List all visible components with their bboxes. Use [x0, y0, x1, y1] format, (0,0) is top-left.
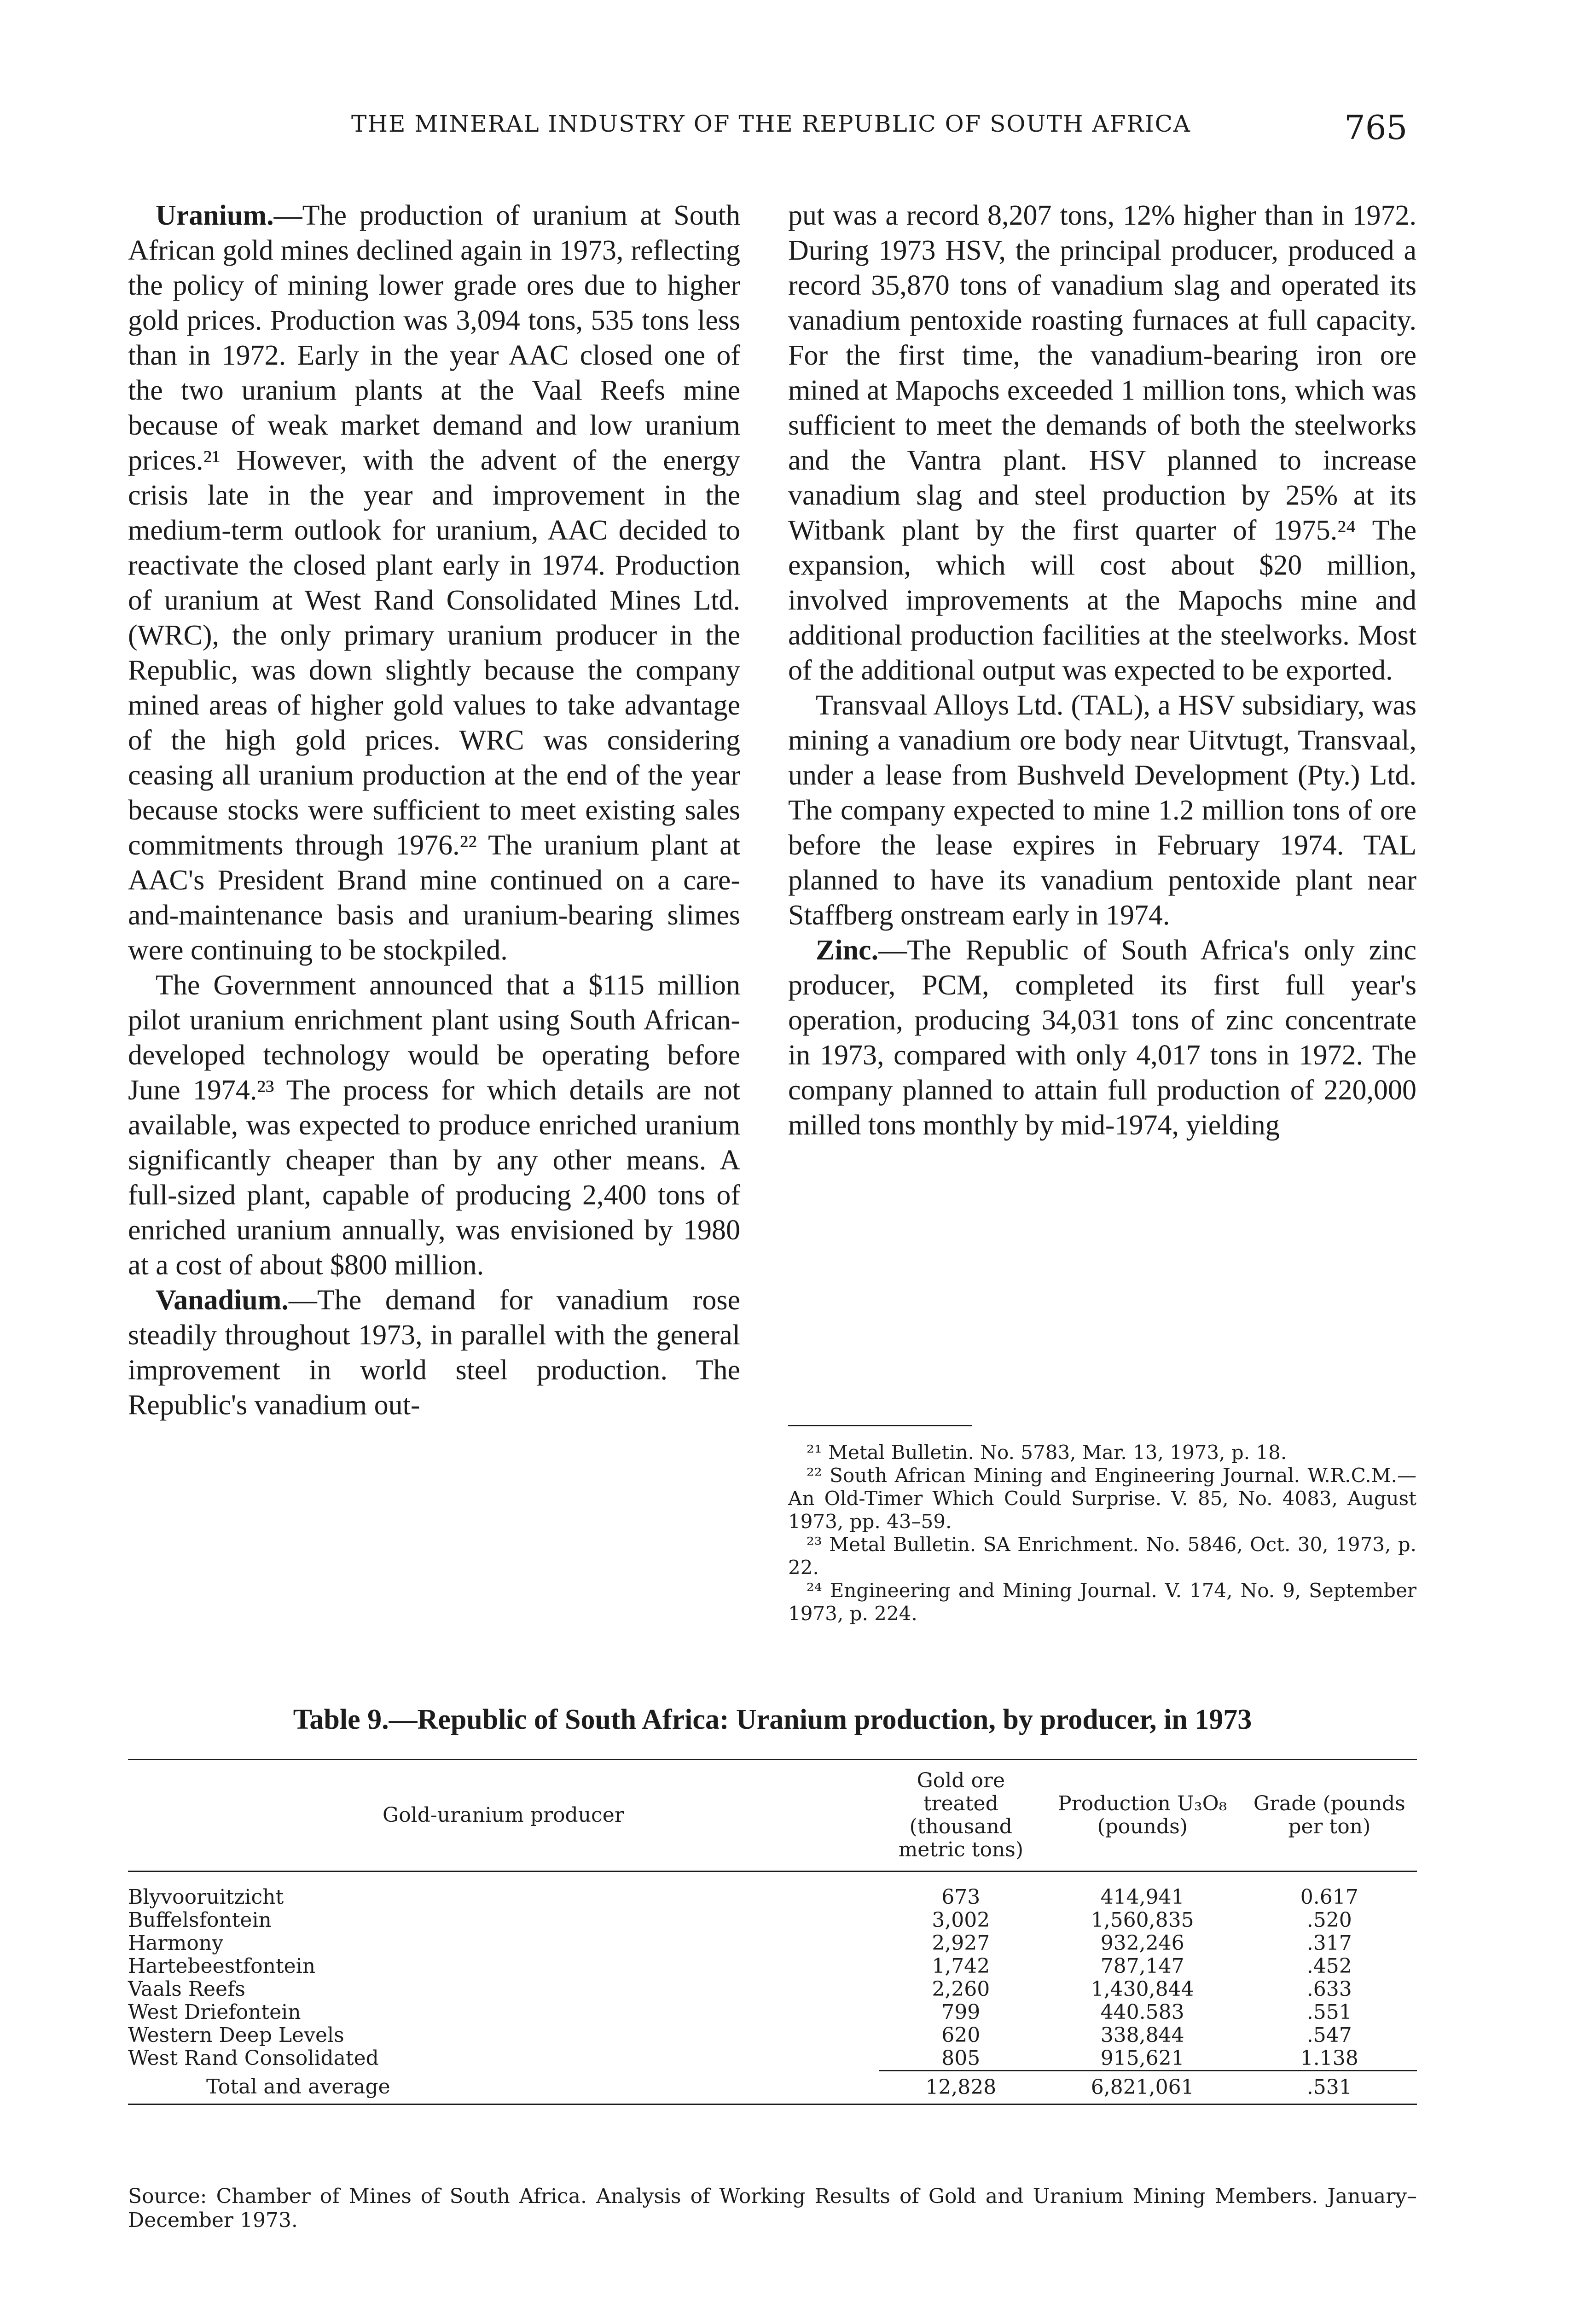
zinc-text: —The Republic of South Africa's only zinc producer, PCM, completed its first full year's operation, producing 34,031 tons of zinc concentrate in 1973, compared with only 4,017 tons in 1972. The company planned to attain full production of 220,000 milled tons monthly by mid-1974, yielding [788, 935, 1416, 1141]
table-row [128, 2001, 1417, 2024]
cell-production: 1,560,835 [1091, 1908, 1194, 1932]
cell-producer: Hartebeestfontein [128, 1954, 316, 1978]
table-row [128, 1909, 1417, 1932]
table-header-row [128, 1760, 1417, 1872]
cell-production: 440.583 [1100, 2000, 1184, 2024]
footnotes [788, 1441, 1416, 1625]
uranium-heading: Uranium. [156, 200, 274, 231]
footnote-22: ²² South African Mining and Engineering Journal. W.R.C.M.—An Old-Timer Which Could Surprise. V. 85, No. 4083, August 1973, pp. 43–59. [788, 1464, 1416, 1533]
header-production: Production U₃O₈ (pounds) [1043, 1760, 1242, 1872]
cell-ore: 1,742 [932, 1954, 990, 1978]
header-producer: Gold-uranium producer [128, 1760, 879, 1872]
cell-ore: 620 [941, 2023, 981, 2047]
cell-production: 787,147 [1100, 1954, 1184, 1978]
cell-grade: .520 [1306, 1908, 1352, 1932]
cell-producer: West Driefontein [128, 2000, 301, 2024]
cell-producer: Buffelsfontein [128, 1908, 272, 1932]
table-row [128, 1872, 1417, 1909]
vanadium-heading: Vanadium. [156, 1285, 289, 1316]
table-total-row [128, 2071, 1417, 2104]
running-head: THE MINERAL INDUSTRY OF THE REPUBLIC OF SOUTH AFRICA [351, 110, 1191, 137]
total-production: 6,821,061 [1043, 2071, 1242, 2104]
cell-ore: 805 [941, 2046, 981, 2070]
cell-grade: .547 [1306, 2023, 1352, 2047]
cell-grade: 0.617 [1300, 1885, 1358, 1909]
tal-paragraph: Transvaal Alloys Ltd. (TAL), a HSV subsidiary, was mining a vanadium ore body near Uitvtugt, Transvaal, under a lease from Bushveld Development (Pty.) Ltd. The company expected to mine 1.2 million tons of ore before the lease expires in February 1974. TAL planned to have its vanadium pentoxide plant near Staffberg onstream early in 1974. [788, 690, 1416, 931]
cell-grade: .551 [1306, 2000, 1352, 2024]
cell-producer: Vaals Reefs [128, 1977, 245, 2001]
header-grade: Grade (pounds per ton) [1242, 1760, 1417, 1872]
cell-ore: 673 [941, 1885, 981, 1909]
table-row [128, 2024, 1417, 2047]
vanadium-continued-paragraph: put was a record 8,207 tons, 12% higher than in 1972. During 1973 HSV, the principal producer, produced a record 35,870 tons of vanadium slag and operated its vanadium pentoxide roasting furnaces at full capacity. For the first time, the vanadium-bearing iron ore mined at Mapochs exceeded 1 million tons, which was sufficient to meet the demands of both the steelworks and the Vantra plant. HSV planned to increase vanadium slag and steel production by 25% at its Witbank plant by the first quarter of 1975.²⁴ The expansion, which will cost about $20 million, involved improvements at the Mapochs mine and additional production facilities at the steelworks. Most of the additional output was expected to be exported. [788, 200, 1416, 686]
right-column [788, 198, 1416, 1143]
cell-grade: .633 [1306, 1977, 1352, 2001]
table-row [128, 2047, 1417, 2071]
cell-ore: 3,002 [932, 1908, 990, 1932]
total-label: Total and average [206, 2075, 390, 2099]
cell-producer: West Rand Consolidated [128, 2046, 379, 2070]
footnote-23: ²³ Metal Bulletin. SA Enrichment. No. 5846, Oct. 30, 1973, p. 22. [788, 1533, 1416, 1579]
table-title: Table 9.—Republic of South Africa: Uranium production, by producer, in 1973 [293, 1704, 1252, 1735]
footnote-21: ²¹ Metal Bulletin. No. 5783, Mar. 13, 1973, p. 18. [807, 1441, 1287, 1464]
zinc-paragraph [788, 933, 1416, 1143]
header-ore: Gold ore treated (thousand metric tons) [879, 1760, 1043, 1872]
cell-ore: 2,927 [932, 1931, 990, 1955]
cell-production: 1,430,844 [1091, 1977, 1194, 2001]
cell-ore: 2,260 [932, 1977, 990, 2001]
uranium-paragraph [128, 198, 740, 968]
vanadium-paragraph [128, 1283, 740, 1423]
footnote-divider [788, 1425, 972, 1426]
table-row [128, 1932, 1417, 1955]
cell-grade: .317 [1306, 1931, 1352, 1955]
enrichment-paragraph: The Government announced that a $115 million pilot uranium enrichment plant using South African-developed technology would be operating before June 1974.²³ The process for which details are not available, was expected to produce enriched uranium significantly cheaper than by any other means. A full-sized plant, capable of producing 2,400 tons of enriched uranium annually, was envisioned by 1980 at a cost of about $800 million. [128, 970, 740, 1281]
cell-grade: .452 [1306, 1954, 1352, 1978]
footnote-24: ²⁴ Engineering and Mining Journal. V. 174, No. 9, September 1973, p. 224. [788, 1579, 1416, 1625]
total-ore: 12,828 [879, 2071, 1043, 2104]
table-source-note: Source: Chamber of Mines of South Africa. Analysis of Working Results of Gold and Uranium Mining Members. January–December 1973. [128, 2185, 1417, 2232]
uranium-table [128, 1759, 1417, 2105]
uranium-text: —The production of uranium at South African gold mines declined again in 1973, reflecting the policy of mining lower grade ores due to higher gold prices. Production was 3,094 tons, 535 tons less than in 1972. Early in the year AAC closed one of the two uranium plants at the Vaal Reefs mine because of weak market demand and low uranium prices.²¹ However, with the advent of the energy crisis late in the year and improvement in the medium-term outlook for uranium, AAC decided to reactivate the closed plant early in 1974. Production of uranium at West Rand Consolidated Mines Ltd. (WRC), the only primary uranium producer in the Republic, was down slightly because the company mined areas of higher gold values to take advantage of the high gold prices. WRC was considering ceasing all uranium production at the end of the year because stocks were sufficient to meet existing sales commitments through 1976.²² The uranium plant at AAC's President Brand mine continued on a care-and-maintenance basis and uranium-bearing slimes were continuing to be stockpiled. [128, 200, 740, 966]
cell-producer: Western Deep Levels [128, 2023, 344, 2047]
cell-production: 338,844 [1100, 2023, 1184, 2047]
cell-producer: Harmony [128, 1931, 224, 1955]
table-row [128, 1955, 1417, 1978]
cell-production: 915,621 [1100, 2046, 1184, 2070]
vanadium-text: —The demand for vanadium rose steadily throughout 1973, in parallel with the general improvement in world steel production. The Republic's vanadium out- [128, 1285, 740, 1421]
page-number: 765 [1344, 108, 1408, 147]
zinc-heading: Zinc. [816, 935, 879, 966]
cell-grade: 1.138 [1300, 2046, 1358, 2070]
cell-ore: 799 [941, 2000, 981, 2024]
cell-producer: Blyvooruitzicht [128, 1885, 284, 1909]
cell-production: 414,941 [1100, 1885, 1184, 1909]
total-grade: .531 [1242, 2071, 1417, 2104]
cell-production: 932,246 [1100, 1931, 1184, 1955]
left-column [128, 198, 740, 1423]
table-row [128, 1978, 1417, 2001]
